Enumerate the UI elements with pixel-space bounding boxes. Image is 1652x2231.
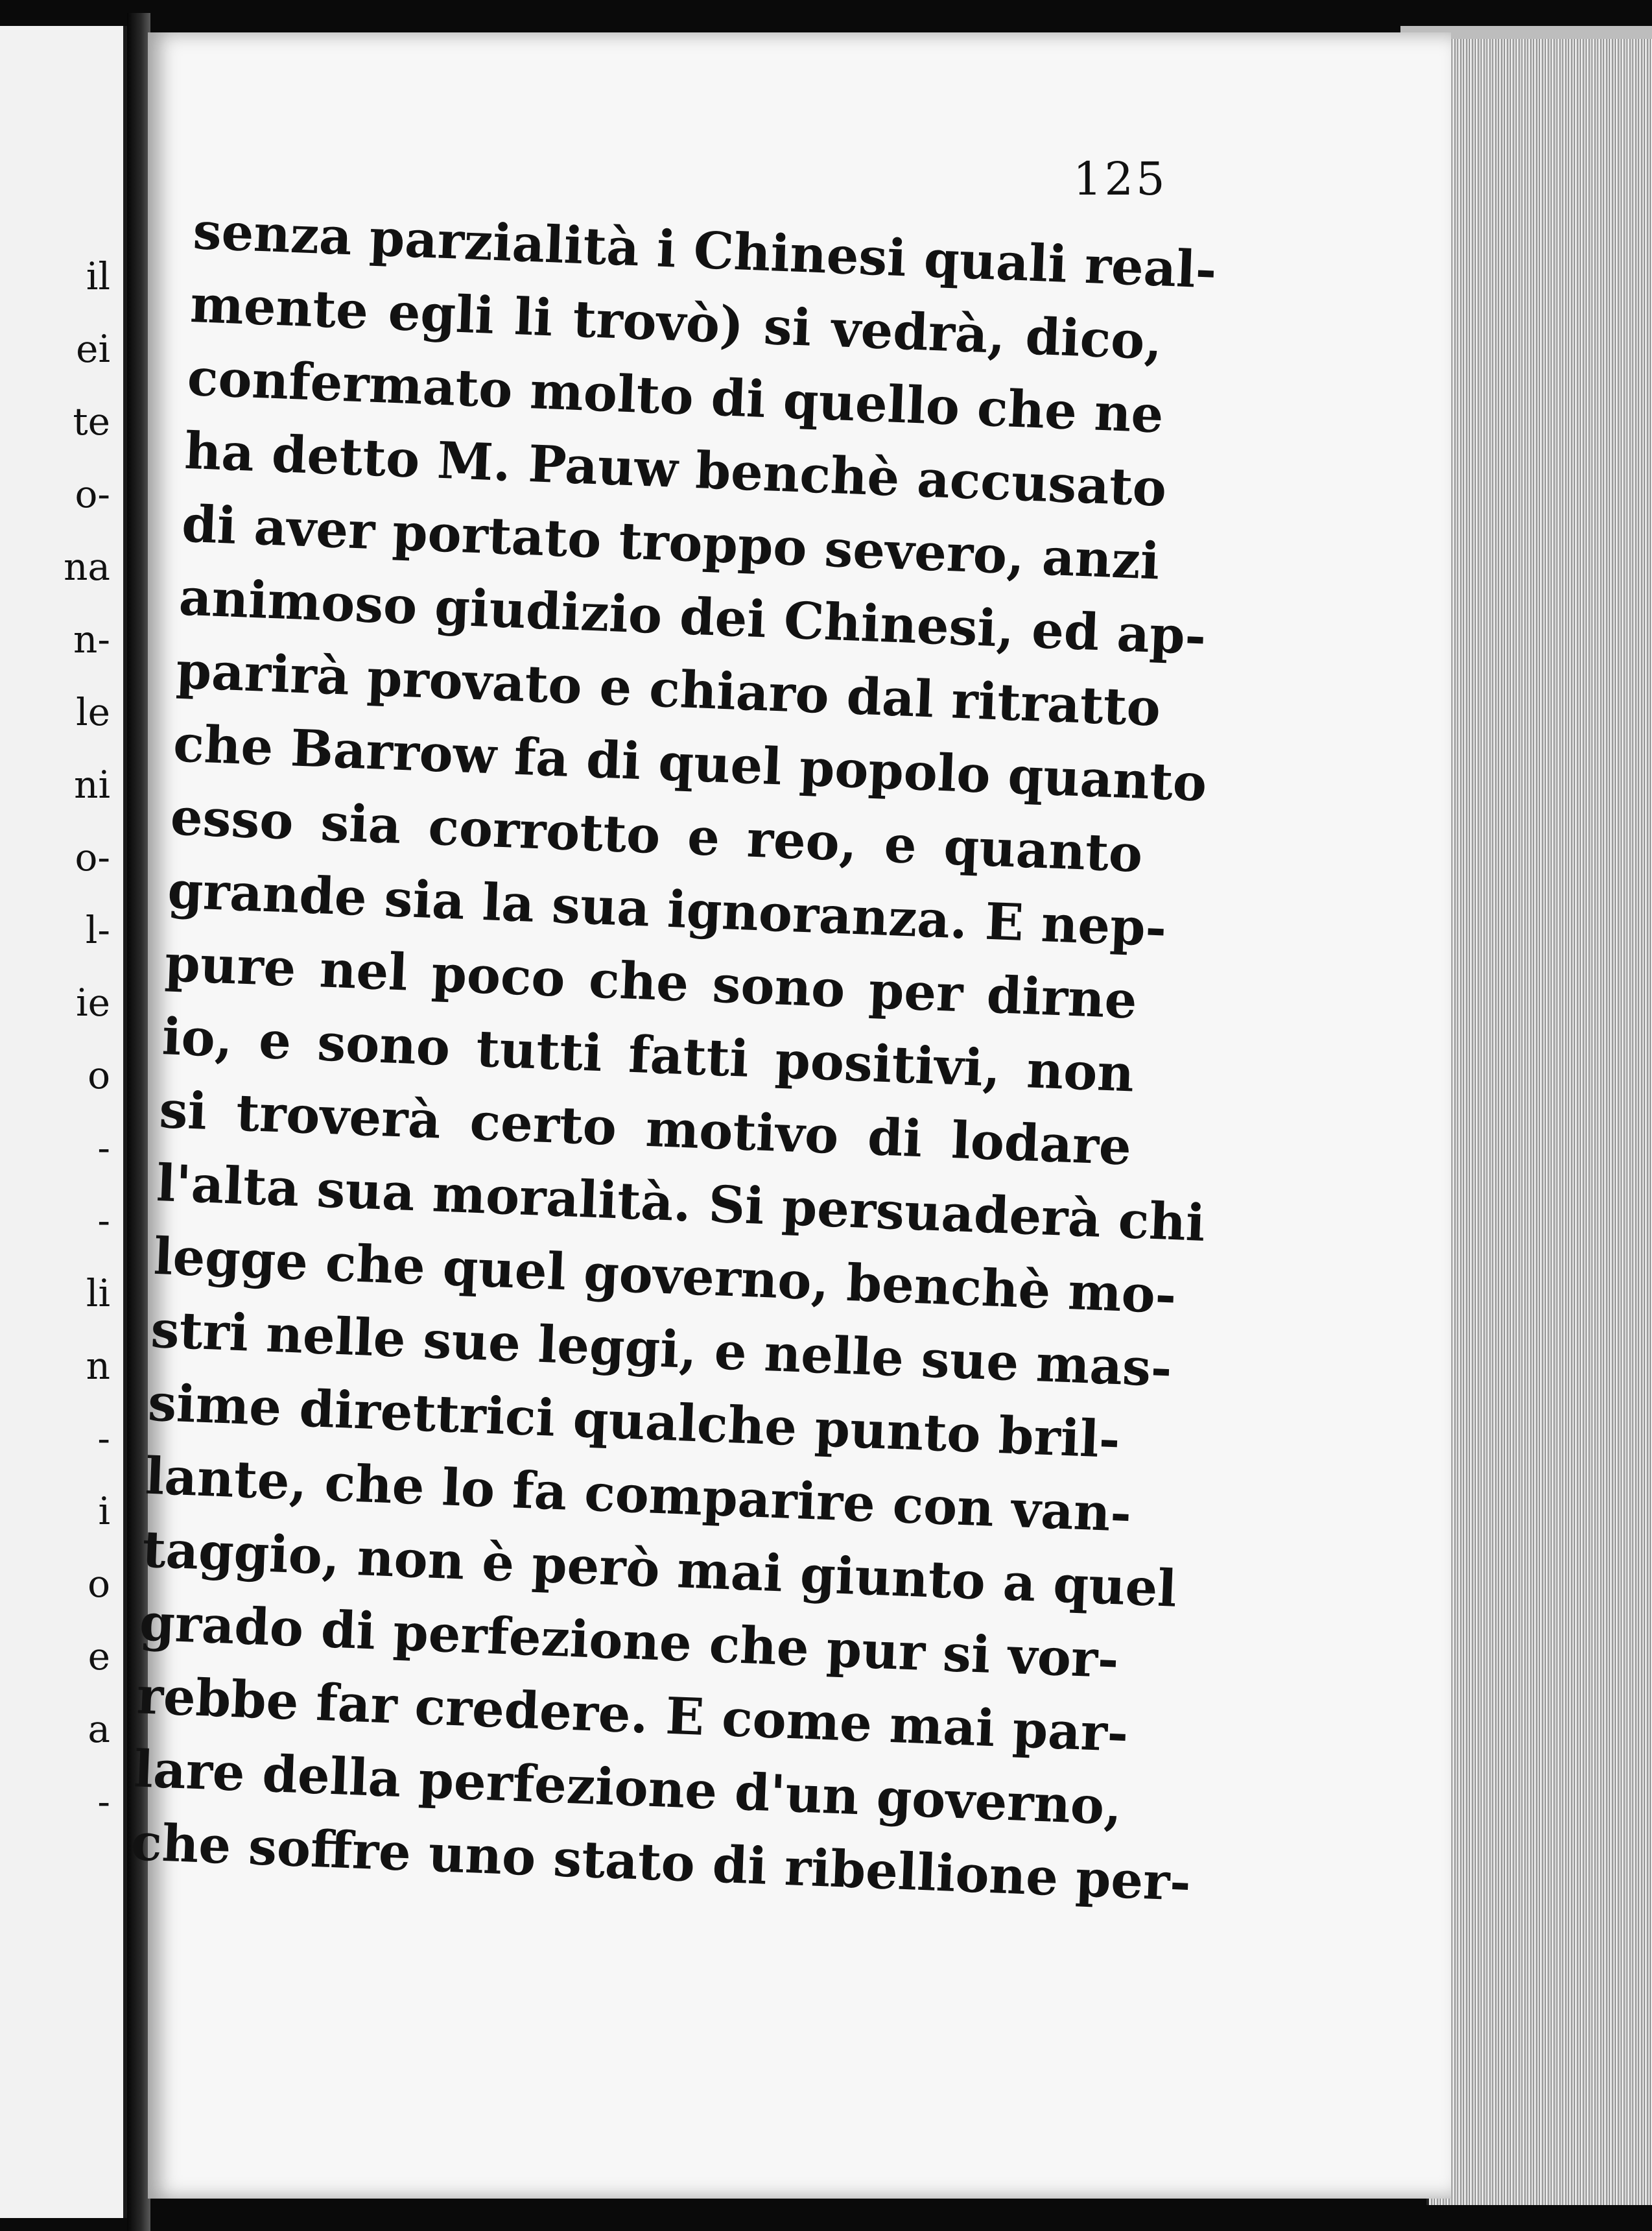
text-line: grande sia la sua ignoranza. E nep- — [167, 861, 1168, 959]
page-body-text — [130, 195, 1218, 1916]
left-fragment: i — [98, 1489, 110, 1533]
text-line: lare della perfezione d'un governo, — [132, 1739, 1123, 1837]
left-fragment: o- — [75, 472, 110, 516]
text-line: legge che quel governo, benchè mo- — [152, 1226, 1177, 1326]
text-line: ha detto M. Pauw benchè accusato — [183, 421, 1168, 518]
left-fragment: o- — [75, 835, 110, 879]
text-line: l'alta sua moralità. Si persuaderà chi — [155, 1153, 1207, 1253]
left-fragment: o — [88, 1053, 110, 1097]
left-fragment: li — [86, 1271, 110, 1315]
text-line: io, e sono tutti fatti positivi, non — [161, 1007, 1135, 1104]
text-line: mente egli li trovò) si vedrà, dico, — [189, 274, 1164, 372]
text-line: di aver portato troppo severo, anzi — [180, 494, 1161, 591]
left-page-text-fragments — [0, 240, 117, 1838]
text-line: senza parzialità i Chinesi quali real- — [192, 201, 1218, 300]
left-fragment: le — [76, 690, 110, 734]
left-fragment: ie — [76, 981, 110, 1025]
left-facing-page — [0, 26, 127, 2218]
book-gutter — [127, 13, 150, 2231]
left-fragment: te — [73, 400, 110, 444]
text-line: rebbe far credere. E come mai par- — [136, 1666, 1129, 1763]
left-fragment: ni — [74, 763, 110, 807]
left-fragment: n — [86, 1344, 110, 1388]
left-fragment: - — [97, 1780, 110, 1824]
text-line: animoso giudizio dei Chinesi, ed ap- — [178, 567, 1207, 667]
left-fragment: - — [97, 1416, 110, 1461]
left-fragment: ei — [76, 327, 110, 371]
left-fragment: e — [88, 1634, 110, 1678]
left-fragment: n- — [73, 617, 110, 662]
page-stack-edges — [1426, 39, 1652, 2205]
left-fragment: o — [88, 1562, 110, 1606]
text-line: sime direttrici qualche punto bril- — [147, 1373, 1122, 1470]
text-line: taggio, non è però mai giunto a quel — [141, 1520, 1178, 1619]
page-number: 125 — [1073, 152, 1168, 206]
text-line: che soffre uno stato di ribellione per- — [130, 1813, 1192, 1913]
text-line: confermato molto di quello che ne — [186, 348, 1164, 445]
text-line: si troverà certo motivo di lodare — [158, 1080, 1133, 1177]
left-fragment: - — [97, 1126, 110, 1170]
text-line: stri nelle sue leggi, e nelle sue mas- — [150, 1300, 1174, 1399]
left-fragment: - — [97, 1199, 110, 1243]
left-fragment: a — [88, 1707, 110, 1751]
text-line: che Barrow fa di quel popolo quanto — [172, 714, 1208, 813]
left-fragment: il — [86, 254, 110, 298]
text-line: lante, che lo fa comparire con van- — [144, 1446, 1133, 1544]
text-line: parirà provato e chiaro dal ritratto — [175, 641, 1162, 738]
text-line: pure nel poco che sono per dirne — [163, 934, 1139, 1031]
left-fragment: l- — [85, 908, 110, 952]
text-line: grado di perfezione che pur si vor- — [138, 1593, 1120, 1690]
text-line: esso sia corrotto e reo, e quanto — [169, 787, 1144, 884]
left-fragment: na — [64, 545, 110, 589]
